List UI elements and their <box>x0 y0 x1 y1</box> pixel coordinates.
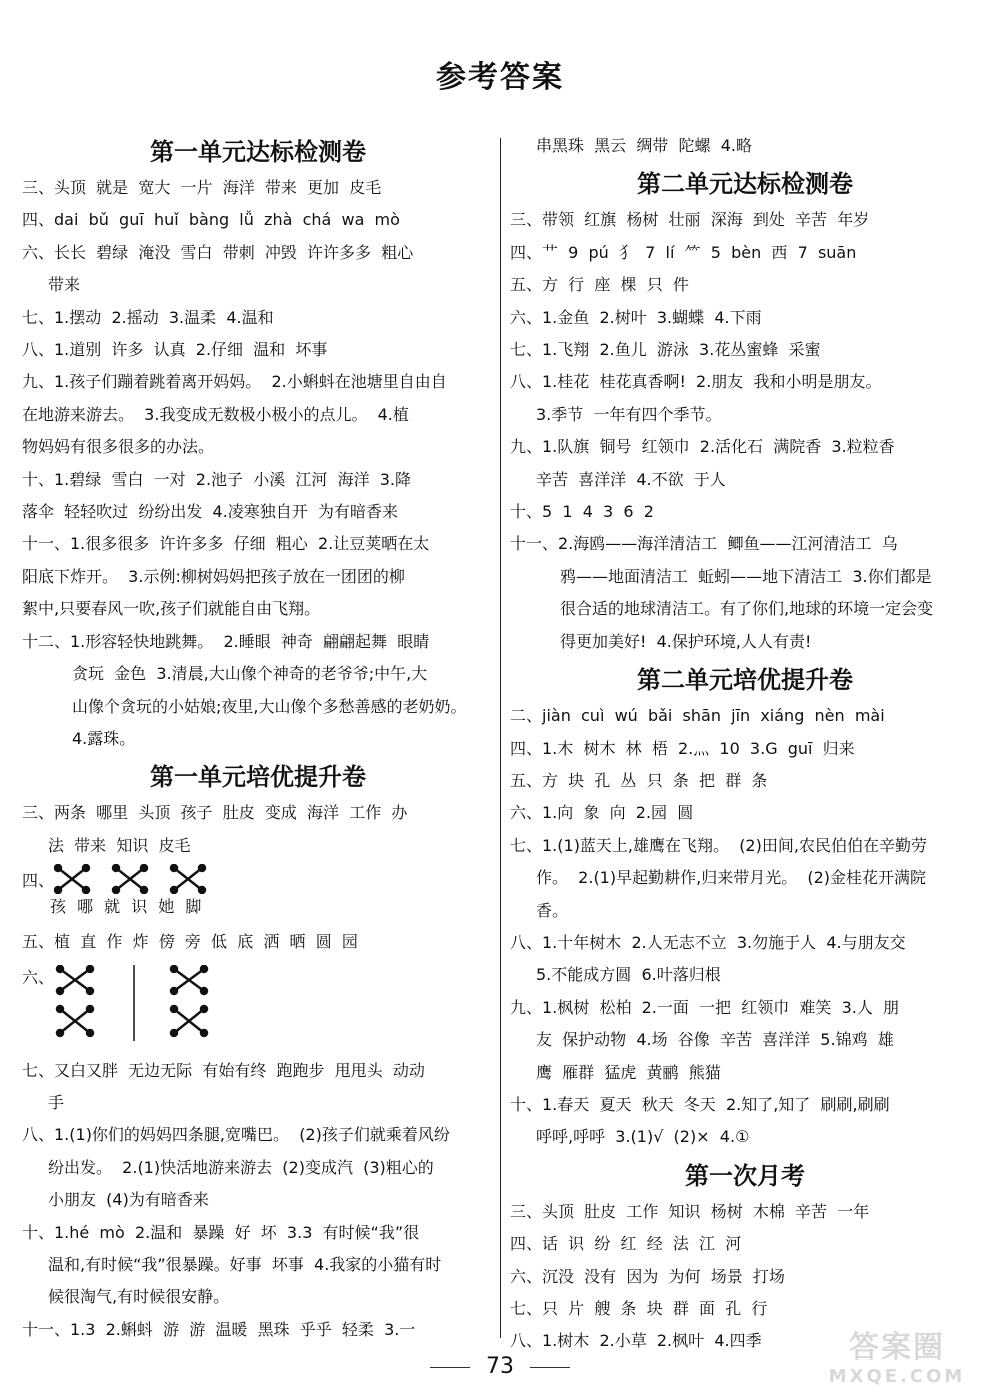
answer-line: 纷出发。 2.(1)快活地游来游去 (2)变成汽 (3)粗心的 <box>48 1157 434 1177</box>
answer-line: 手 <box>48 1092 65 1112</box>
answer-line: 九、1.枫树 松柏 2.一面 一把 红领巾 难笑 3.人 朋 <box>510 997 900 1017</box>
answer-line: 落伞 轻轻吹过 纷纷出发 4.凌寒独自开 为有暗香来 <box>22 502 398 522</box>
footer-dash-left <box>430 1367 470 1368</box>
left-column <box>22 130 494 1346</box>
answer-line: 五、方 行 座 棵 只 件 <box>510 275 689 295</box>
answer-line: 七、又白又胖 无边无际 有始有终 跑跑步 甩甩头 动动 <box>22 1060 425 1080</box>
answer-line: 辛苦 喜洋洋 4.不欲 于人 <box>536 469 726 489</box>
watermark-text: 答案圈 <box>849 1330 945 1365</box>
matching-lines-diagram <box>54 965 214 1043</box>
matching-question-six <box>22 959 494 1055</box>
page-number-text: 73 <box>486 1354 514 1379</box>
watermark-logo <box>822 1322 972 1392</box>
answer-line: 三、带领 红旗 杨树 壮丽 深海 到处 辛苦 年岁 <box>510 210 870 230</box>
column-divider <box>500 138 501 1338</box>
answer-line: 5.不能成方圆 6.叶落归根 <box>536 965 721 985</box>
answer-line: 作。 2.(1)早起勤耕作,归来带月光。 (2)金桂花开满院 <box>536 868 927 888</box>
answer-line: 山像个贪玩的小姑娘;夜里,大山像个多愁善感的老奶奶。 <box>72 696 467 716</box>
footer-dash-right <box>530 1367 570 1368</box>
answer-line: 八、1.(1)你们的妈妈四条腿,宽嘴巴。 (2)孩子们就乘着风纷 <box>22 1125 450 1145</box>
answer-line: 小朋友 (4)为有暗香来 <box>48 1190 209 1210</box>
answer-line: 七、1.飞翔 2.鱼儿 游泳 3.花丛蜜蜂 采蜜 <box>510 340 821 360</box>
answer-line: 七、只 片 艘 条 块 群 面 孔 行 <box>510 1299 768 1318</box>
section-title-unit1-advanced: 第一单元培优提升卷 <box>150 763 366 792</box>
answer-line: 带来 <box>48 275 81 295</box>
answer-line: 十二、1.形容轻快地跳舞。 2.睡眼 神奇 翩翩起舞 眼睛 <box>22 631 430 651</box>
answer-line: 法 带来 知识 皮毛 <box>48 835 191 855</box>
answer-line: 二、jiàn cuì wú bǎi shān jīn xiáng nèn mài <box>510 706 885 726</box>
answer-line: 九、1.孩子们蹦着跳着离开妈妈。 2.小蝌蚪在池塘里自由自 <box>22 372 447 392</box>
answer-line: 阳底下炸开。 3.示例:柳树妈妈把孩子放在一团团的柳 <box>22 566 405 586</box>
answer-line: 三、头顶 肚皮 工作 知识 杨树 木棉 辛苦 一年 <box>510 1201 870 1221</box>
answer-line: 3.季节 一年有四个季节。 <box>536 404 722 424</box>
answer-line: 十一、1.很多很多 许许多多 仔细 粗心 2.让豆荚晒在太 <box>22 534 430 554</box>
answer-line: 六、1.金鱼 2.树叶 3.蝴蝶 4.下雨 <box>510 307 762 327</box>
answer-line: 呼呼,呼呼 3.(1)√ (2)× 4.① <box>536 1127 750 1147</box>
answer-line: 十、1.hé mò 2.温和 暴躁 好 坏 3.3 有时候“我”很 <box>22 1222 420 1242</box>
answer-line: 香。 <box>536 900 569 920</box>
answer-line: 八、1.十年树木 2.人无志不立 3.勿施于人 4.与朋友交 <box>510 932 906 952</box>
section-title-unit2-advanced: 第二单元培优提升卷 <box>637 666 853 695</box>
answer-line: 十、1.春天 夏天 秋天 冬天 2.知了,知了 刷刷,刷刷 <box>510 1094 890 1114</box>
answer-line: 絮中,只要春风一吹,孩子们就能自由飞翔。 <box>22 599 321 619</box>
answer-line: 五、植 直 作 炸 傍 旁 低 底 洒 晒 圆 园 <box>22 932 358 952</box>
answer-line: 十、1.碧绿 雪白 一对 2.池子 小溪 江河 海洋 3.降 <box>22 469 412 489</box>
answer-line: 贪玩 金色 3.清晨,大山像个神奇的老爷爷;中午,大 <box>72 664 428 684</box>
answer-line: 八、1.树木 2.小草 2.枫叶 4.四季 <box>510 1331 762 1351</box>
answer-line: 得更加美好! 4.保护环境,人人有责! <box>560 631 812 651</box>
answer-line: 串黑珠 黑云 绸带 陀螺 4.略 <box>536 136 752 155</box>
answer-line: 友 保护动物 4.场 谷像 辛苦 喜洋洋 5.锦鸡 雄 <box>536 1030 894 1050</box>
answer-line: 很合适的地球清洁工。有了你们,地球的环境一定会变 <box>560 599 934 619</box>
answer-line: 六、长长 碧绿 淹没 雪白 带刺 冲毁 许许多多 粗心 <box>22 242 414 262</box>
right-column <box>510 130 980 1358</box>
section-title-first-monthly-exam: 第一次月考 <box>685 1161 805 1190</box>
answer-line: 十一、2.海鸥——海洋清洁工 鲫鱼——江河清洁工 乌 <box>510 534 898 554</box>
answer-line: 四、艹 9 pú 犭 7 lí ⺮ 5 bèn 西 7 suān <box>510 242 857 262</box>
matching-characters: 孩 哪 就 识 她 脚 <box>50 897 205 917</box>
answer-line: 四、1.木 树木 林 梧 2.灬 10 3.G guī 归来 <box>510 738 855 758</box>
answer-line: 三、头顶 就是 宽大 一片 海洋 带来 更加 皮毛 <box>22 178 382 197</box>
question-label: 四、 <box>22 871 55 891</box>
answer-line: 物妈妈有很多很多的办法。 <box>22 437 215 457</box>
answer-line: 在地游来游去。 3.我变成无数极小极小的点儿。 4.植 <box>22 404 409 424</box>
answer-line: 五、方 块 孔 丛 只 条 把 群 条 <box>510 770 768 790</box>
answer-line: 温和,有时候“我”很暴躁。好事 坏事 4.我家的小猫有时 <box>48 1254 442 1274</box>
answer-line: 四、dai bǔ guī huǐ bàng lǚ zhà chá wa mò <box>22 210 400 230</box>
answer-line: 候很淘气,有时候很安静。 <box>48 1287 230 1307</box>
answer-line: 六、1.向 象 向 2.园 圆 <box>510 803 694 823</box>
answer-line: 十一、1.3 2.蝌蚪 游 游 温暖 黑珠 乎乎 轻柔 3.一 <box>22 1319 416 1339</box>
answer-line: 七、1.摆动 2.摇动 3.温柔 4.温和 <box>22 307 274 327</box>
answer-line: 六、沉没 没有 因为 为何 场景 打场 <box>510 1266 785 1286</box>
answer-line: 鹰 雁群 猛虎 黄鹂 熊猫 <box>536 1062 721 1082</box>
answer-line: 三、两条 哪里 头顶 孩子 肚皮 变成 海洋 工作 办 <box>22 803 408 823</box>
answer-line: 十、5 1 4 3 6 2 <box>510 502 654 522</box>
section-title-unit2-test: 第二单元达标检测卷 <box>637 170 853 199</box>
watermark-url: MXQE.COM <box>828 1366 966 1387</box>
answer-line: 四、话 识 纷 红 经 法 江 河 <box>510 1234 742 1254</box>
answer-line: 九、1.队旗 铜号 红领巾 2.活化石 满院香 3.粒粒香 <box>510 437 895 457</box>
answer-line: 鸦——地面清洁工 蚯蚓——地下清洁工 3.你们都是 <box>560 566 932 586</box>
answer-line: 七、1.(1)蓝天上,雄鹰在飞翔。 (2)田间,农民伯伯在辛勤劳 <box>510 835 927 855</box>
matching-lines-diagram <box>54 864 224 894</box>
answer-line: 八、1.桂花 桂花真香啊! 2.朋友 我和小明是朋友。 <box>510 372 882 392</box>
answer-line: 4.露珠。 <box>72 728 136 748</box>
section-title-unit1-test: 第一单元达标检测卷 <box>150 138 366 166</box>
question-label: 六、 <box>22 967 55 987</box>
matching-question-four <box>22 862 494 918</box>
page-title: 参考答案 <box>436 60 564 95</box>
answer-line: 八、1.道别 许多 认真 2.仔细 温和 坏事 <box>22 340 328 360</box>
